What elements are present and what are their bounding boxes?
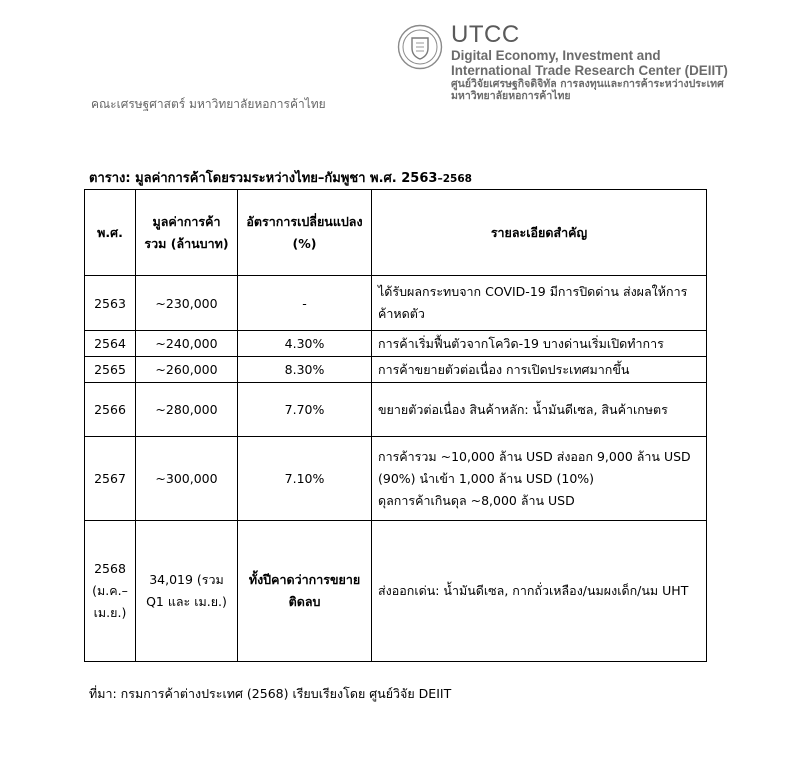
table-row [85, 437, 707, 521]
brand-th-line2: มหาวิทยาลัยหอการค้าไทย [451, 90, 571, 102]
cell-year: 2566 [85, 383, 136, 437]
table-header-row [85, 190, 707, 276]
cell-rate: 7.70% [238, 383, 372, 437]
cell-value: ~300,000 [136, 437, 238, 521]
details-line: ดุลการค้าเกินดุล ~8,000 ล้าน USD [378, 492, 575, 508]
table-row [85, 383, 707, 437]
utcc-seal-icon [397, 24, 443, 70]
cell-details: ได้รับผลกระทบจาก COVID-19 มีการปิดด่าน ส่งผลให้การค้าหดตัว [372, 276, 707, 331]
details-line: การค้ารวม ~10,000 ล้าน USD ส่งออก 9,000 ล้าน USD (90%) นำเข้า 1,000 ล้าน USD (10%) [378, 448, 691, 486]
cell-rate: 8.30% [238, 357, 372, 383]
cell-details [372, 437, 707, 521]
cell-value: ~280,000 [136, 383, 238, 437]
cell-details: การค้าเริ่มฟื้นตัวจากโควิด-19 บางด่านเริ่มเปิดทำการ [372, 331, 707, 357]
table-row [85, 331, 707, 357]
cell-rate: 7.10% [238, 437, 372, 521]
caption-main: ตาราง: มูลค่าการค้าโดยรวมระหว่างไทย–กัมพูชา พ.ศ. 2563 [89, 171, 438, 186]
header-year: พ.ศ. [85, 190, 136, 276]
cell-details: ขยายตัวต่อเนื่อง สินค้าหลัก: น้ำมันดีเซล, สินค้าเกษตร [372, 383, 707, 437]
caption-tail: –2568 [437, 173, 472, 185]
cell-rate: 4.30% [238, 331, 372, 357]
cell-value: ~240,000 [136, 331, 238, 357]
brand-name: UTCC [451, 21, 520, 48]
header-rate: อัตราการเปลี่ยนแปลง (%) [238, 190, 372, 276]
table-row [85, 357, 707, 383]
utcc-logo-block [397, 22, 797, 102]
cell-details: ส่งออกเด่น: น้ำมันดีเซล, กากถั่วเหลือง/นมผงเด็ก/นม UHT [372, 521, 707, 662]
cell-value: ~260,000 [136, 357, 238, 383]
cell-year: 2565 [85, 357, 136, 383]
cell-year: 2563 [85, 276, 136, 331]
brand-en-line2: International Trade Research Center (DEIIT) [451, 63, 728, 78]
trade-table [84, 189, 707, 662]
table-caption [89, 167, 472, 188]
cell-year: 2567 [85, 437, 136, 521]
cell-rate: ทั้งปีคาดว่าการขยายติดลบ [238, 521, 372, 662]
cell-year: 2564 [85, 331, 136, 357]
cell-value: 34,019 (รวม Q1 และ เม.ย.) [136, 521, 238, 662]
brand-th-line1: ศูนย์วิจัยเศรษฐกิจดิจิทัล การลงทุนและการค้าระหว่างประเทศ [451, 78, 724, 90]
cell-year: 2568 (ม.ค.–เม.ย.) [85, 521, 136, 662]
table-row [85, 276, 707, 331]
faculty-label: คณะเศรษฐศาสตร์ มหาวิทยาลัยหอการค้าไทย [91, 97, 326, 111]
cell-details: การค้าขยายตัวต่อเนื่อง การเปิดประเทศมากขึ้น [372, 357, 707, 383]
header-value: มูลค่าการค้ารวม (ล้านบาท) [136, 190, 238, 276]
source-note: ที่มา: กรมการค้าต่างประเทศ (2568) เรียบเรียงโดย ศูนย์วิจัย DEIIT [89, 686, 452, 701]
table-row [85, 521, 707, 662]
cell-value: ~230,000 [136, 276, 238, 331]
brand-en-line1: Digital Economy, Investment and [451, 48, 661, 63]
cell-rate: - [238, 276, 372, 331]
header-details: รายละเอียดสำคัญ [372, 190, 707, 276]
